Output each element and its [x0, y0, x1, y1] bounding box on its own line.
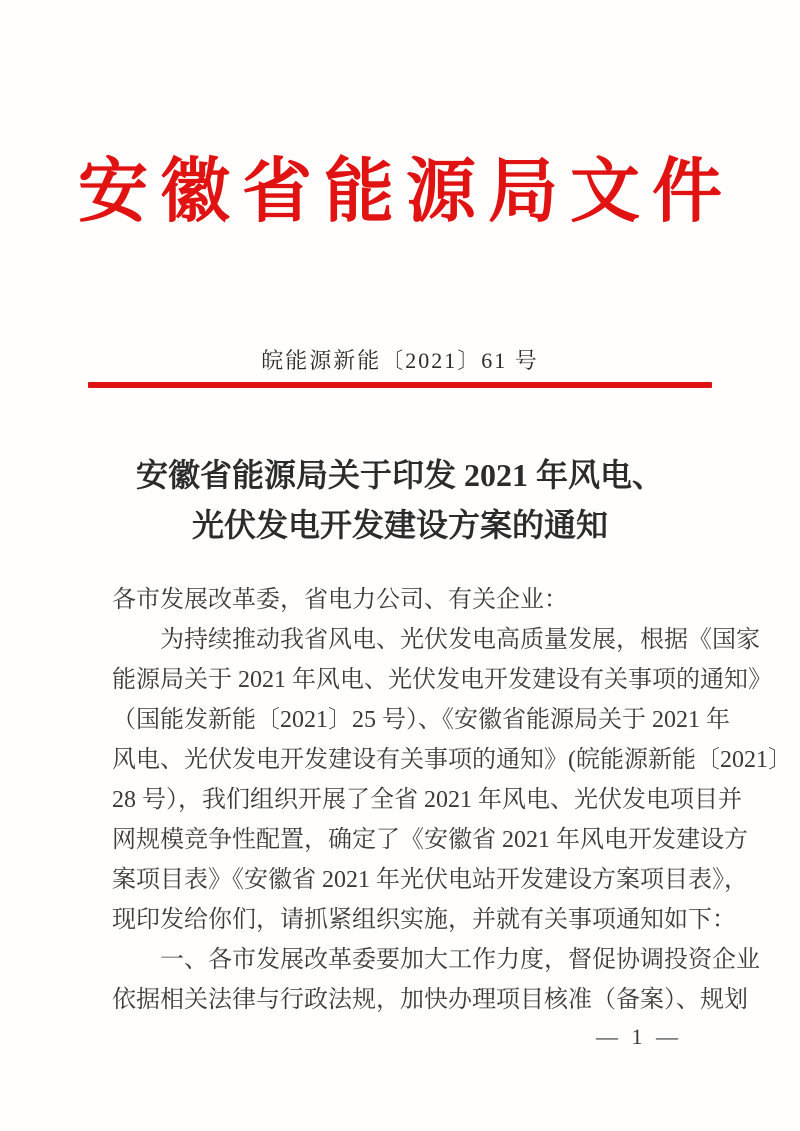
body-line: （国能发新能〔2021〕25 号）、《安徽省能源局关于 2021 年: [112, 707, 730, 733]
body-line: 案项目表》《安徽省 2021 年光伏电站开发建设方案项目表》，: [112, 867, 748, 893]
body-line: 现印发给你们，请抓紧组织实施，并就有关事项通知如下：: [112, 907, 736, 933]
body-line-salutation: 各市发展改革委，省电力公司、有关企业：: [112, 587, 568, 613]
document-number: 皖能源新能〔2021〕61 号: [261, 348, 539, 373]
document-title: [0, 450, 800, 550]
document-masthead: 安徽省能源局文件: [78, 154, 734, 231]
body-line: 28 号），我们组织开展了全省 2021 年风电、光伏发电项目并: [112, 787, 742, 813]
document-title-line-1: 安徽省能源局关于印发 2021 年风电、: [135, 457, 664, 493]
body-line: 依据相关法律与行政法规，加快办理项目核准（备案）、规划: [112, 987, 748, 1013]
body-line: 网规模竞争性配置，确定了《安徽省 2021 年风电开发建设方: [112, 827, 748, 853]
body-line: 能源局关于 2021 年风电、光伏发电开发建设有关事项的通知》: [112, 667, 772, 693]
page-number: — 1 —: [596, 1024, 682, 1049]
body-line: 风电、光伏发电开发建设有关事项的通知》(皖能源新能〔2021〕: [112, 747, 792, 773]
red-divider-line: [88, 382, 712, 388]
body-line-item-one: 一、各市发展改革委要加大工作力度，督促协调投资企业: [160, 947, 760, 973]
body-line: 为持续推动我省风电、光伏发电高质量发展，根据《国家: [160, 627, 760, 653]
document-title-line-2: 光伏发电开发建设方案的通知: [191, 507, 608, 543]
document-body: [0, 580, 800, 1020]
